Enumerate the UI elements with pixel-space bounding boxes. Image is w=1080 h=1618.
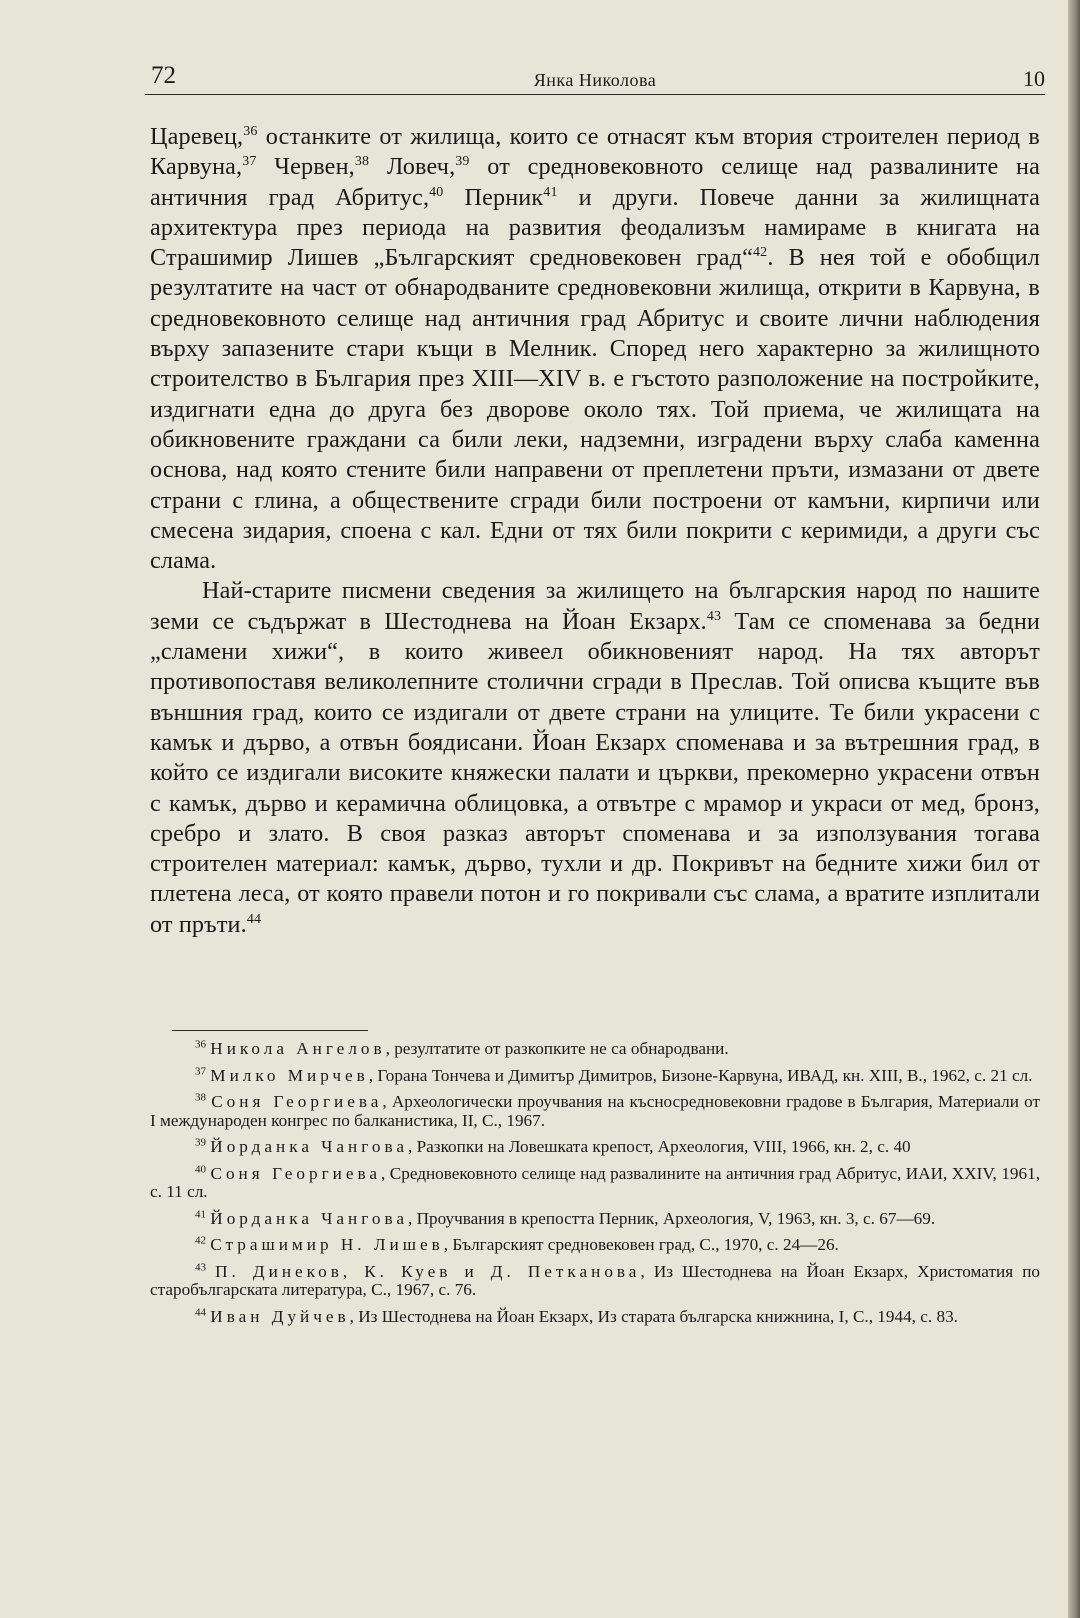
footnote-author: Соня Георгиева (211, 1092, 383, 1111)
footnote-ref[interactable]: 40 (429, 184, 444, 200)
footnote-text: , Археологически проучвания на късносредновековни градове в България, Материали от I международен конгрес по балканистика, II, С., 1967. (150, 1092, 1041, 1130)
footnote-number: 43 (195, 1260, 206, 1273)
footnote-author: Йорданка Чангова (210, 1208, 408, 1228)
footnote-text: , Българският средновековен град, С., 1970, с. 24—26. (443, 1235, 839, 1254)
footnote-ref[interactable]: 36 (243, 123, 258, 139)
footnote-author: Никола Ангелов (210, 1039, 386, 1058)
footnote (150, 1260, 1040, 1300)
page-edge (1068, 0, 1080, 1618)
footnote-text: , резултатите от разкопките не са обнародвани. (385, 1039, 729, 1058)
footnote-number: 44 (195, 1305, 206, 1318)
text-run: Перник (443, 183, 544, 211)
footnotes (150, 1040, 1040, 1334)
footnote-author: Соня Георгиева (210, 1163, 381, 1183)
text-run: Червен, (256, 153, 355, 181)
footnote-ref[interactable]: 38 (354, 154, 370, 170)
footnote-author: Йорданка Чангова (210, 1137, 408, 1156)
footnote-author: Страшимир Н. Лишев (210, 1235, 444, 1254)
running-title: Янка Николова (533, 70, 657, 90)
running-header (145, 62, 1045, 95)
footnote-text: , Из Шестоднева на Йоан Екзарх, Христоматия по старобългарската литература, С., 1967, с. 76. (150, 1261, 1040, 1299)
footnote-number: 39 (195, 1136, 206, 1149)
footnote-author: Иван Дуйчев (210, 1306, 350, 1326)
paragraph (150, 122, 1040, 576)
footnote-number: 42 (195, 1234, 206, 1247)
page-number: 72 (151, 62, 176, 89)
footnote (150, 1162, 1041, 1202)
footnote (150, 1138, 1040, 1157)
footnote-text: , Средновековното селище над развалините на античния град Абритус, ИАИ, XXIV, 1961, с. 11 сл. (150, 1163, 1041, 1201)
right-margin-mark: 10 (1023, 66, 1045, 91)
footnote-text: , Горана Тончева и Димитър Димитров, Бизоне-Карвуна, ИВАД, кн. XIII, В., 1962, с. 21 сл. (368, 1065, 1033, 1085)
footnote-ref[interactable]: 39 (455, 154, 470, 170)
footnote (150, 1040, 1040, 1059)
footnote (150, 1093, 1040, 1130)
footnote-author: Милко Мирчев (210, 1065, 369, 1085)
footnote-ref[interactable]: 37 (242, 154, 257, 170)
footnote-ref[interactable]: 43 (706, 608, 722, 624)
footnote-number: 40 (195, 1162, 206, 1175)
text-run: Царевец, (150, 123, 244, 150)
footnote-text: , Разкопки на Ловешката крепост, Археология, VIII, 1966, кн. 2, с. 40 (408, 1137, 911, 1156)
text-run: Там се споменава за бедни „сламени хижи“, в които живеел обикновеният народ. На тях авторът противопоставя великолепните столични сгради в Преслав. Той описва къщите във външния град, които се издигали от двете страни на улиците. Те били украсени с камък и дърво, а отвън боядисани. Йоан Екзарх споменава и за вътрешния град, в който се издигали високите княжески палати и църкви, прекомерно украсени отвън с камък, дърво и керамична облицовка, а отвътре с мрамор и украси от мед, бронз, сребро и злато. В своя разказ авторът споменава и за използувания тогава строителен материал: камък, дърво, тухли и др. Покривът на бедните хижи бил от плетена леса, от която правели потон и го покривали със слама, а вратите изплитали от пръти. (150, 607, 1041, 938)
footnote (150, 1236, 1040, 1255)
footnote (150, 1305, 1040, 1327)
footnote-ref[interactable]: 42 (753, 245, 768, 261)
footnote-number: 41 (195, 1207, 206, 1220)
footnote-text: , Проучвания в крепостта Перник, Археология, V, 1963, кн. 3, с. 67—69. (408, 1208, 936, 1228)
paragraph (150, 576, 1040, 940)
footnote (150, 1064, 1040, 1086)
main-text (150, 122, 1040, 940)
footnote-ref[interactable]: 44 (246, 911, 262, 927)
text-run: Най-старите писмени сведения за жилището на българския народ по нашите земи се съдържат в Шестоднева на Йоан Екзарх. (150, 577, 1040, 635)
text-run: Ловеч, (369, 153, 456, 181)
footnote-author: П. Динеков, К. Куев и Д. Петканова (215, 1261, 641, 1281)
footnote-number: 36 (195, 1038, 206, 1051)
footnote-ref[interactable]: 41 (543, 184, 558, 200)
footnote-separator (172, 1030, 368, 1031)
footnote (150, 1207, 1040, 1229)
text-run: от средновековното селище над развалините на античния град Абритус, (150, 153, 1040, 211)
text-run: . В нея той е обобщил резултатите на част от обнародваните средновековни жилища, открити в Карвуна, в средновековното селище над античния град Абритус и своите лични наблюдения върху запазените стари къщи в Мелник. Според него характерно за жилищното строителство в България през XIII—XIV в. е гъстото разположение на постройките, издигнати една до друга без дворове около тях. Той приема, че жилищата на обикновените граждани са били леки, надземни, изградени върху слаба каменна основа, над която стените били направени от преплетени пръти, измазани от двете страни с глина, а обществените сгради били построени от камъни, кирпичи или смесена зидария, споена с кал. Едни от тях били покрити с керимиди, а други със слама. (150, 244, 1040, 575)
text-run: останките от жилища, които се отнасят към втория строителен период в Карвуна, (150, 123, 1040, 181)
footnote-number: 38 (195, 1091, 206, 1104)
text-run: и други. Повече данни за жилищната архитектура през периода на развития феодализъм намираме в книгата на Страшимир Лишев „Българският средновековен град“ (150, 183, 1040, 272)
footnote-text: , Из Шестоднева на Йоан Екзарх, Из старата българска книжнина, I, С., 1944, с. 83. (349, 1306, 958, 1326)
footnote-number: 37 (195, 1064, 206, 1077)
